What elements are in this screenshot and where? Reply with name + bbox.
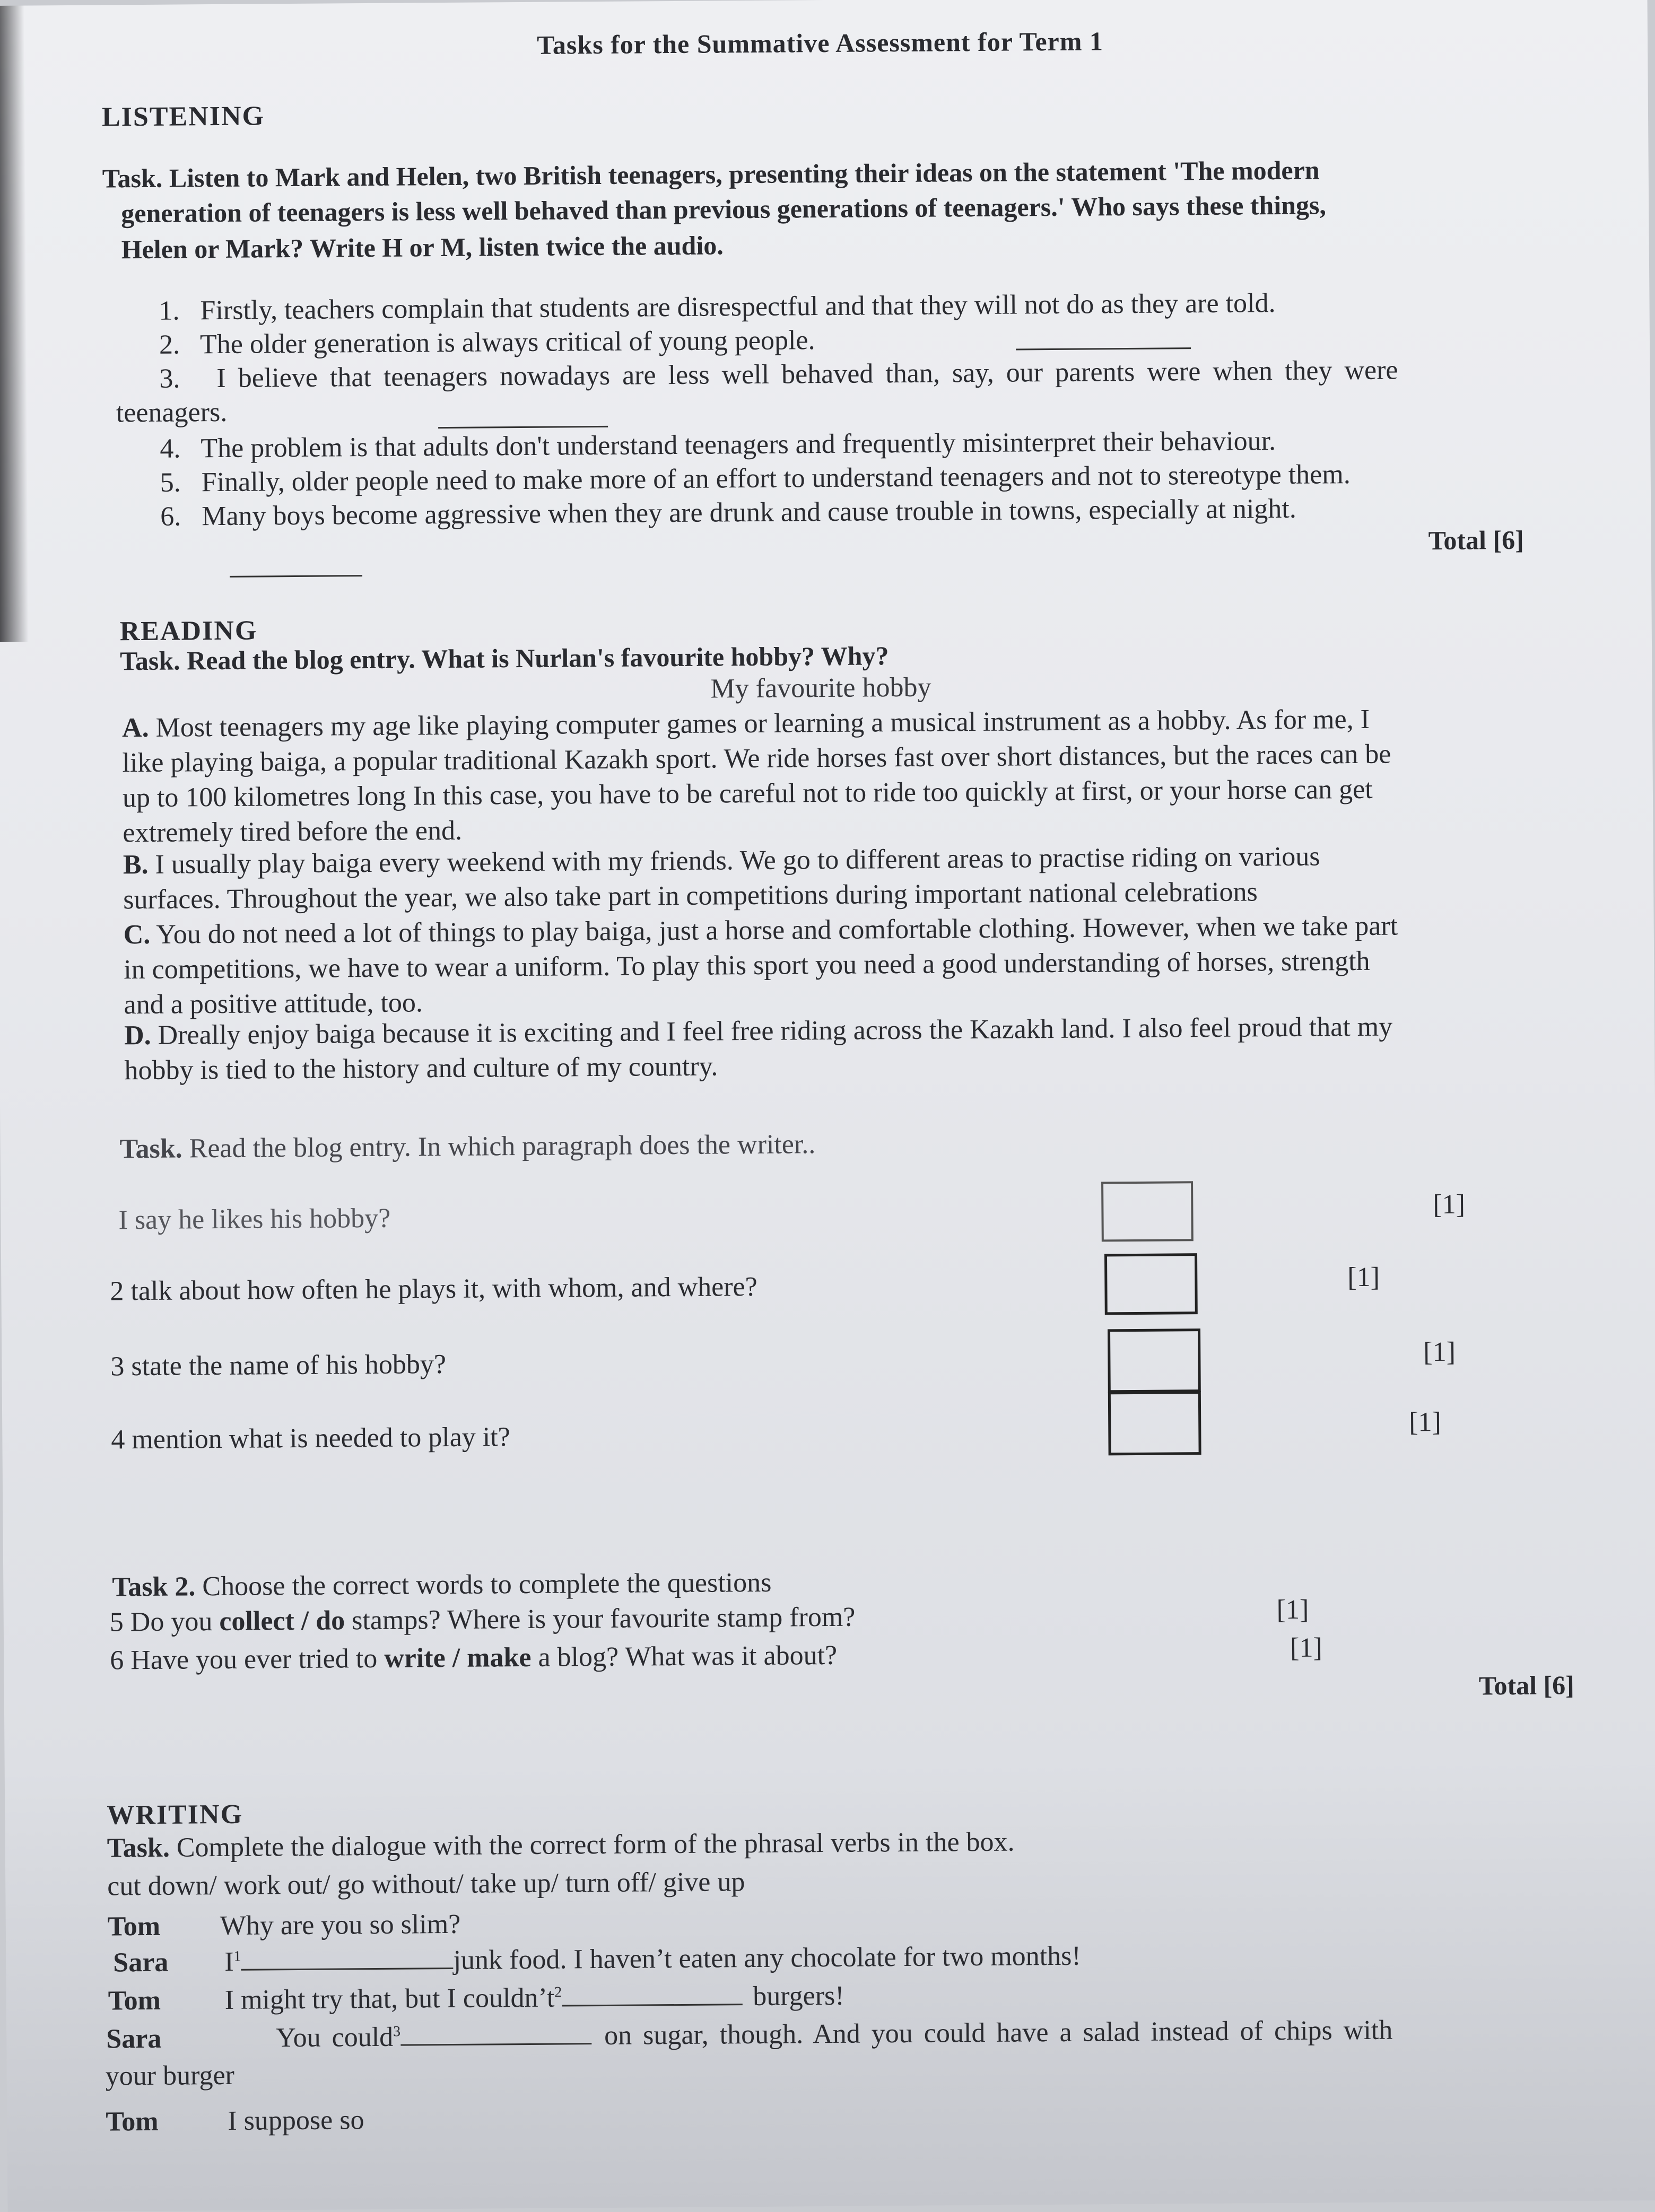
dialogue-blank-3[interactable] [400, 2043, 591, 2046]
question-1-mark: [1] [1433, 1189, 1466, 1220]
listening-task-text-1: Listen to Mark and Helen, two British teenagers, presenting their ideas on the statement 'The modern [169, 155, 1320, 193]
question-2: 2 talk about how often he plays it, with whom, and where? [110, 1271, 757, 1307]
answer-blank-2[interactable] [1016, 347, 1191, 350]
reading-task-2: Task. Read the blog entry. In which paragraph does the writer.. [119, 1129, 816, 1165]
page-shadow [0, 6, 29, 642]
question-2-mark: [1] [1347, 1262, 1380, 1293]
blog-paragraph-c-line-1: C. You do not need a lot of things to play baiga, just a horse and comfortable clothing. However, when we take part [123, 911, 1398, 950]
answer-box-1[interactable] [1101, 1181, 1194, 1241]
phrasal-verbs-box: cut down/ work out/ go without/ take up/ turn off/ give up [107, 1867, 745, 1902]
question-4-mark: [1] [1409, 1406, 1442, 1438]
choice-5-mark: [1] [1276, 1594, 1309, 1625]
reading-task: Task. Read the blog entry. What is Nurlan's favourite hobby? Why? [119, 641, 889, 676]
speaker-name: Sara [113, 1947, 169, 1978]
listening-item-3-continued: teenagers. [116, 397, 228, 429]
listening-task-line-2: generation of teenagers is less well behaved than previous generations of teenagers.' Who says these things, [121, 190, 1327, 229]
dialogue-line-3: Tom I might try that, but I $couldn’t^2$ burgers! [108, 1980, 844, 2016]
page-title: Tasks for the Summative Assessment for Term 1 [536, 26, 1104, 60]
reading-total: Total [6] [1478, 1670, 1574, 1701]
dialogue-line-5: your burger [105, 2060, 235, 2092]
blog-paragraph-d-line-1: D. Dreally enjoy baiga because it is exciting and I feel free riding across the Kazakh land. I also feel proud that my [124, 1011, 1393, 1051]
blog-paragraph-a-line-2: like playing baiga, a popular traditional Kazakh sport. We ride horses fast over short distances, but the races can be [122, 739, 1391, 779]
blog-paragraph-d-line-2: hobby is tied to the history and culture of my country. [124, 1051, 718, 1086]
choice-options-5[interactable]: collect / do [219, 1605, 345, 1637]
blog-paragraph-a-line-1: A. Most teenagers my age like playing computer games or learning a musical instrument as a hobby. As for me, I [121, 704, 1370, 744]
blog-paragraph-c-line-3: and a positive attitude, too. [124, 987, 423, 1020]
dialogue-line-2: Sara $I^1$ junk food. I haven’t eaten any chocolate for two months! [113, 1940, 1081, 1978]
answer-box-4[interactable] [1108, 1391, 1201, 1455]
question-3: 3 state the name of his hobby? [110, 1349, 447, 1382]
question-3-mark: [1] [1423, 1336, 1456, 1368]
answer-blank-6[interactable] [230, 575, 362, 578]
answer-box-3[interactable] [1108, 1328, 1201, 1393]
reading-heading: READING [119, 615, 258, 647]
choice-6-mark: [1] [1290, 1632, 1323, 1663]
blog-paragraph-a-line-3: up to 100 kilometres long In this case, you have to be careful not to ride too quickly at first, or your horse can get [122, 774, 1373, 814]
blog-paragraph-a-line-4: extremely tired before the end. [123, 815, 463, 849]
answer-blank-3[interactable] [438, 426, 608, 429]
dialogue-blank-1[interactable] [241, 1968, 454, 1971]
listening-task-line-1 [102, 154, 1320, 194]
speaker-name: Tom [108, 1985, 161, 2016]
speaker-name: Sara [106, 2023, 162, 2054]
listening-item-2: 2. The older generation is always critical of young people. [159, 325, 815, 360]
blog-title: My favourite hobby [710, 672, 931, 704]
blog-paragraph-b-line-1: B. I usually play baiga every weekend with my friends. We go to different areas to practise riding on various [123, 841, 1320, 880]
dialogue-line-4: Sara You could$^3$ on sugar, though. And you could have a salad instead of chips with [106, 2015, 1393, 2054]
writing-task: Task. Complete the dialogue with the correct form of the phrasal verbs in the box. [107, 1826, 1015, 1864]
choice-question-5: 5 Do you collect / do stamps? Where is your favourite stamp from? [109, 1602, 856, 1638]
listening-item-1: 1. Firstly, teachers complain that students are disrespectful and that they will not do as they are told. [159, 288, 1276, 326]
choice-question-6: 6 Have you ever tried to write / make a blog? What was it about? [110, 1640, 838, 1676]
listening-item-5: 5. Finally, older people need to make more of an effort to understand teenagers and not to stereotype them. [160, 459, 1351, 498]
listening-task-label: Task. [102, 163, 163, 194]
speaker-name: Tom [107, 1911, 161, 1942]
blog-paragraph-c-line-2: in competitions, we have to wear a uniform. To play this sport you need a good understanding of horses, strength [124, 946, 1370, 985]
listening-item-3: 3. I believe that teenagers nowadays are less well behaved than, say, our parents were when they were [159, 355, 1398, 394]
speaker-name: Tom [106, 2106, 159, 2137]
blog-paragraph-b-line-2: surfaces. Throughout the year, we also take part in competitions during important national celebrations [123, 877, 1258, 915]
choice-options-6[interactable]: write / make [384, 1642, 532, 1674]
dialogue-line-6: Tom I suppose so [106, 2105, 364, 2137]
listening-item-6: 6. Many boys become aggressive when they are drunk and cause trouble in towns, especially at night. [160, 493, 1296, 532]
dialogue-line-1: Tom Why are you so slim? [107, 1909, 461, 1942]
writing-heading: WRITING [107, 1799, 243, 1831]
dialogue-blank-2[interactable] [562, 2004, 742, 2006]
listening-item-4: 4. The problem is that adults don't understand teenagers and frequently misinterpret their behaviour. [160, 426, 1276, 464]
answer-box-2[interactable] [1104, 1253, 1198, 1315]
listening-total: Total [6] [1428, 524, 1524, 556]
question-1: I say he likes his hobby? [118, 1203, 391, 1236]
listening-heading: LISTENING [101, 101, 265, 133]
listening-task-line-3: Helen or Mark? Write H or M, listen twice the audio. [121, 230, 724, 265]
task-2-heading: Task 2. Choose the correct words to complete the questions [112, 1567, 772, 1603]
question-4: 4 mention what is needed to play it? [111, 1422, 510, 1455]
